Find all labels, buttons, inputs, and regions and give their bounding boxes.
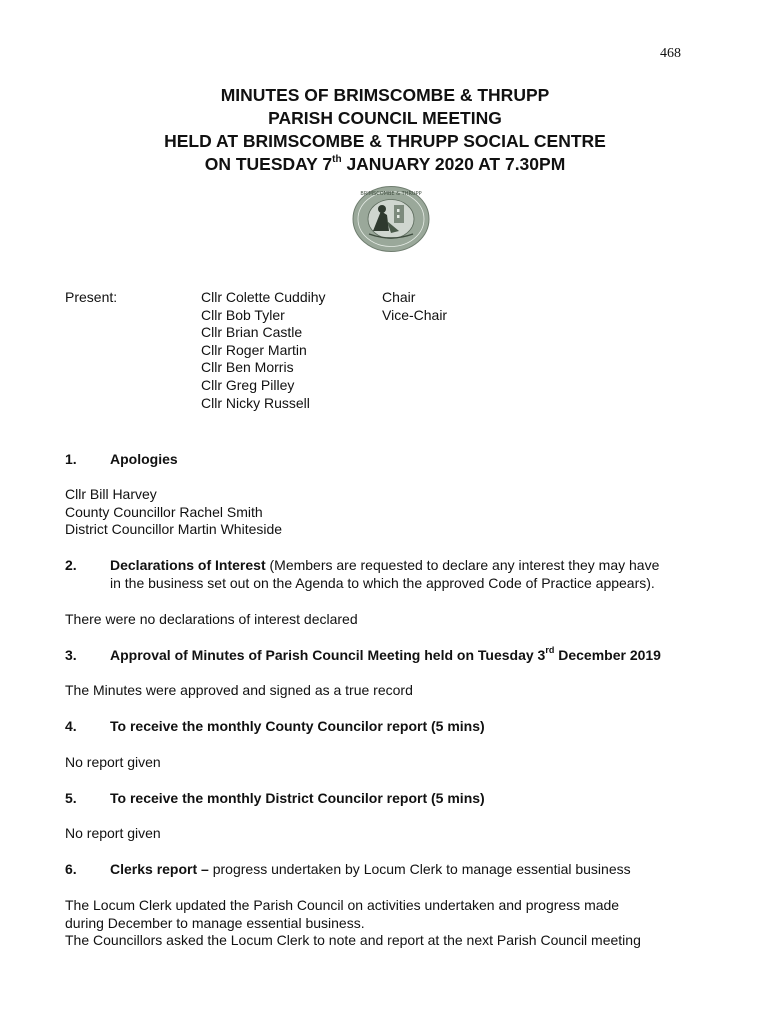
item-3-heading-pre: Approval of Minutes of Parish Council Meeting held on Tuesday 3 [110, 647, 546, 663]
title-line-4-post: JANUARY 2020 AT 7.30PM [341, 154, 566, 174]
item-3-heading-sup: rd [545, 645, 555, 656]
member-name: Cllr Brian Castle [201, 324, 303, 341]
item-5-body: No report given [65, 825, 161, 841]
item-6-body [65, 897, 641, 950]
apology-line: District Councillor Martin Whiteside [65, 521, 283, 538]
item-3-body: The Minutes were approved and signed as a true record [65, 682, 413, 698]
title-line-4 [0, 153, 770, 176]
item-2-heading [110, 557, 659, 573]
item-6-heading [110, 861, 631, 877]
member-name: Cllr Ben Morris [201, 359, 294, 376]
title-line-2: PARISH COUNCIL MEETING [268, 108, 502, 128]
item-1-number: 1. [65, 451, 77, 467]
clerks-report-line: during December to manage essential business. [65, 914, 365, 931]
member-name: Cllr Roger Martin [201, 341, 307, 358]
item-1-heading: Apologies [110, 451, 178, 467]
page-number: 468 [660, 46, 681, 61]
member-role: Chair [382, 289, 416, 305]
clerks-report-line: The Councillors asked the Locum Clerk to note and report at the next Parish Council meeting [65, 932, 641, 949]
member-name: Cllr Greg Pilley [201, 376, 295, 393]
item-6-heading-bold: Clerks report – [110, 861, 213, 877]
clerks-report-line: The Locum Clerk updated the Parish Council on activities undertaken and progress made [65, 897, 620, 913]
member-role: Vice-Chair [382, 306, 448, 323]
member-name: Cllr Colette Cuddihy [201, 289, 326, 305]
item-3-number: 3. [65, 647, 77, 663]
item-2-continuation: in the business set out on the Agenda to which the approved Code of Practice appears). [110, 575, 655, 591]
item-6-heading-rest: progress undertaken by Locum Clerk to manage essential business [212, 861, 631, 877]
apologies-list [65, 486, 282, 539]
item-3-heading-post: December 2019 [554, 647, 661, 663]
item-3-heading [110, 647, 661, 663]
present-roles [382, 289, 447, 324]
title-line-1: MINUTES OF BRIMSCOMBE & THRUPP [220, 85, 550, 105]
item-6-number: 6. [65, 861, 77, 877]
member-name: Cllr Nicky Russell [201, 394, 310, 411]
title-line-4-sup: th [332, 154, 342, 166]
item-2-heading-bold: Declarations of Interest [110, 557, 266, 573]
item-2-body: There were no declarations of interest declared [65, 611, 358, 627]
title-line-4-pre: ON TUESDAY 7 [204, 154, 333, 174]
present-label: Present: [65, 289, 118, 305]
seal-text: BRIMSCOMBE & THRUPP [360, 191, 422, 197]
parish-council-seal-icon [351, 185, 431, 253]
item-2-heading-rest: (Members are requested to declare any interest they may have [265, 557, 660, 573]
apology-line: Cllr Bill Harvey [65, 486, 157, 502]
apology-line: County Councillor Rachel Smith [65, 503, 263, 520]
title-line-3: HELD AT BRIMSCOMBE & THRUPP SOCIAL CENTRE [164, 131, 606, 151]
item-4-number: 4. [65, 718, 77, 734]
member-name: Cllr Bob Tyler [201, 306, 285, 323]
document-title [0, 84, 770, 176]
present-names [201, 289, 326, 412]
item-4-heading: To receive the monthly County Councilor report (5 mins) [110, 718, 485, 734]
item-5-heading: To receive the monthly District Councilor report (5 mins) [110, 790, 485, 806]
item-4-body: No report given [65, 754, 161, 770]
item-2-number: 2. [65, 557, 77, 573]
item-5-number: 5. [65, 790, 77, 806]
